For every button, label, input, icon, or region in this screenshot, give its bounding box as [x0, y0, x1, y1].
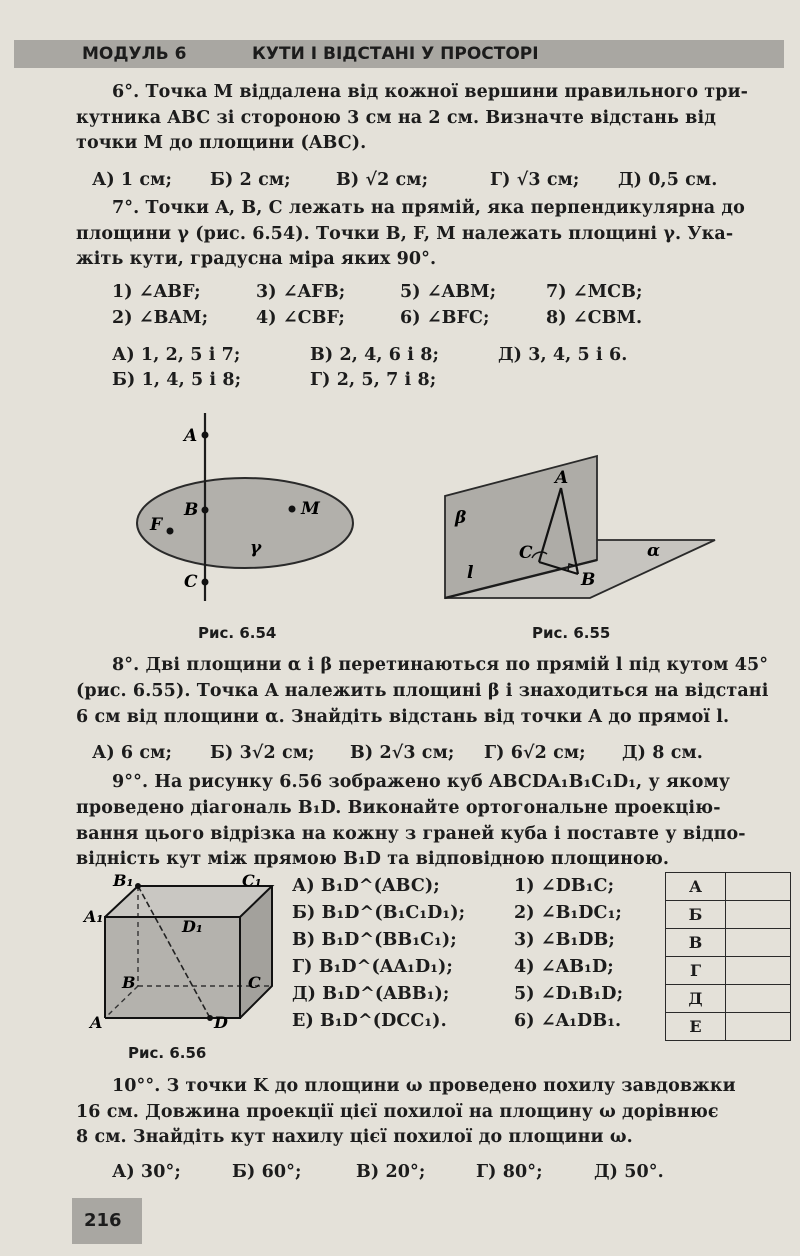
answer-letter: В [666, 929, 726, 957]
label-beta: β [455, 508, 467, 528]
q7-item: 5) ∠ABM; [400, 282, 497, 302]
answer-letter: Д [666, 985, 726, 1013]
label-l: l [467, 563, 474, 583]
q7-option-a: А) 1, 2, 5 і 7; [112, 345, 241, 365]
q9-left-item: Б) B₁D^(B₁C₁D₁); [292, 903, 466, 923]
q7-item: 2) ∠BAM; [112, 308, 209, 328]
q9-line-3: вання цього відрізка на кожну з граней куба і поставте у відпо- [76, 824, 746, 844]
answer-cell[interactable] [726, 901, 791, 929]
plane-gamma-ellipse [137, 478, 353, 568]
q9-right-item: 3) ∠B₁DB; [514, 930, 615, 950]
point-m [289, 506, 296, 513]
q7-line-3: жіть кути, градусна міра яких 90°. [76, 249, 437, 269]
q8-option-g: Г) 6√2 см; [484, 743, 586, 763]
label-a: A [90, 1013, 103, 1030]
q8-option-v: В) 2√3 см; [350, 743, 455, 763]
q7-option-g: Г) 2, 5, 7 і 8; [310, 370, 437, 390]
q6-line-2: кутника ABC зі стороною 3 см на 2 см. Визначте відстань від [76, 108, 716, 128]
q9-left-item: В) B₁D^(BB₁C₁); [292, 930, 457, 950]
q7-option-v: В) 2, 4, 6 і 8; [310, 345, 440, 365]
q10-line-1: 10°°. З точки K до площини ω проведено похилу завдовжки [112, 1076, 736, 1096]
point-c [202, 579, 209, 586]
q9-right-item: 4) ∠AB₁D; [514, 957, 614, 977]
q8-line-2: (рис. 6.55). Точка A належить площині β і знаходиться на відстані [76, 681, 769, 701]
q10-line-3: 8 см. Знайдіть кут нахилу цієї похилої до площини ω. [76, 1127, 633, 1147]
answer-letter: Б [666, 901, 726, 929]
q7-option-d: Д) 3, 4, 5 і 6. [498, 345, 628, 365]
label-a: A [184, 426, 198, 446]
point-a [202, 432, 209, 439]
q7-line-1: 7°. Точки A, B, C лежать на прямій, яка перпендикулярна до [112, 198, 745, 218]
answer-cell[interactable] [726, 985, 791, 1013]
label-b1: B₁ [113, 871, 134, 890]
table-row [666, 873, 791, 901]
answer-cell[interactable] [726, 1013, 791, 1041]
label-c: C [248, 973, 261, 992]
table-row [666, 985, 791, 1013]
answer-cell[interactable] [726, 929, 791, 957]
answer-cell[interactable] [726, 873, 791, 901]
q9-line-4: відність кут між прямою B₁D та відповідною площиною. [76, 849, 670, 869]
table-row [666, 929, 791, 957]
q6-option-a: А) 1 см; [92, 170, 173, 190]
q10-line-2: 16 см. Довжина проекції цієї похилої на площину ω дорівнює [76, 1102, 719, 1122]
q9-left-item: А) B₁D^(ABC); [292, 876, 440, 896]
page-number: 216 [84, 1210, 122, 1231]
q9-right-item: 2) ∠B₁DC₁; [514, 903, 622, 923]
label-a: A [555, 468, 569, 488]
q7-item: 4) ∠CBF; [256, 308, 345, 328]
table-row [666, 1013, 791, 1041]
q6-option-v: В) √2 см; [336, 170, 429, 190]
chapter-title: КУТИ І ВІДСТАНІ У ПРОСТОРІ [252, 44, 539, 64]
q7-item: 7) ∠MCB; [546, 282, 643, 302]
q10-option-a: А) 30°; [112, 1162, 181, 1182]
label-c1: C₁ [242, 871, 262, 890]
q9-line-2: проведено діагональ B₁D. Виконайте ортогональне проекцію- [76, 798, 721, 818]
q10-option-g: Г) 80°; [476, 1162, 543, 1182]
table-row [666, 957, 791, 985]
q9-left-item: Г) B₁D^(AA₁D₁); [292, 957, 453, 977]
q7-item: 8) ∠CBM. [546, 308, 643, 328]
label-c: C [184, 572, 198, 592]
q8-option-d: Д) 8 см. [622, 743, 703, 763]
figure-6-55 [435, 450, 725, 610]
caption-6-54: Рис. 6.54 [198, 624, 277, 642]
label-b: B [184, 500, 199, 520]
label-m: M [301, 499, 320, 519]
q9-right-item: 6) ∠A₁DB₁. [514, 1011, 622, 1031]
q6-option-d: Д) 0,5 см. [618, 170, 718, 190]
caption-6-56: Рис. 6.56 [128, 1044, 207, 1062]
label-b: B [122, 973, 136, 992]
module-label: МОДУЛЬ 6 [82, 44, 187, 64]
running-header [14, 40, 784, 68]
q8-option-b: Б) 3√2 см; [210, 743, 315, 763]
cube-front-fill [105, 917, 240, 1018]
q7-item: 1) ∠ABF; [112, 282, 201, 302]
answer-cell[interactable] [726, 957, 791, 985]
q9-left-item: Е) B₁D^(DCC₁). [292, 1011, 447, 1031]
q10-option-b: Б) 60°; [232, 1162, 302, 1182]
label-gamma: γ [250, 538, 262, 558]
q6-option-b: Б) 2 см; [210, 170, 291, 190]
q9-left-item: Д) B₁D^(ABB₁); [292, 984, 450, 1004]
page-number-box [72, 1198, 142, 1244]
answer-letter: Г [666, 957, 726, 985]
q6-line-1: 6°. Точка M віддалена від кожної вершини правильного три- [112, 82, 749, 102]
label-c: C [519, 543, 533, 563]
q8-line-1: 8°. Дві площини α і β перетинаються по прямій l під кутом 45° [112, 655, 769, 675]
point-f [167, 528, 174, 535]
label-d: D [214, 1013, 228, 1030]
figure-6-54 [130, 405, 360, 610]
answer-letter: А [666, 873, 726, 901]
label-a1: A₁ [84, 907, 104, 926]
answer-table [665, 872, 791, 1041]
point-b [202, 507, 209, 514]
q10-option-v: В) 20°; [356, 1162, 426, 1182]
q7-item: 6) ∠BFC; [400, 308, 490, 328]
q9-right-item: 5) ∠D₁B₁D; [514, 984, 624, 1004]
q9-right-item: 1) ∠DB₁C; [514, 876, 615, 896]
q9-line-1: 9°°. На рисунку 6.56 зображено куб ABCDA₁B₁C₁D₁, у якому [112, 772, 731, 792]
q6-line-3: точки M до площини (ABC). [76, 133, 367, 153]
caption-6-55: Рис. 6.55 [532, 624, 611, 642]
q8-option-a: А) 6 см; [92, 743, 173, 763]
label-alpha: α [647, 541, 661, 561]
label-d1: D₁ [182, 917, 203, 936]
label-f: F [150, 515, 163, 535]
figure-6-56 [80, 870, 280, 1030]
q10-option-d: Д) 50°. [594, 1162, 664, 1182]
q7-item: 3) ∠AFB; [256, 282, 346, 302]
q6-option-g: Г) √3 см; [490, 170, 580, 190]
q8-line-3: 6 см від площини α. Знайдіть відстань від точки A до прямої l. [76, 707, 730, 727]
label-b: B [581, 570, 596, 590]
q7-option-b: Б) 1, 4, 5 і 8; [112, 370, 242, 390]
point-d [207, 1015, 213, 1021]
q7-line-2: площини γ (рис. 6.54). Точки B, F, M належать площині γ. Ука- [76, 224, 734, 244]
table-row [666, 901, 791, 929]
point-b1 [135, 883, 141, 889]
answer-letter: Е [666, 1013, 726, 1041]
